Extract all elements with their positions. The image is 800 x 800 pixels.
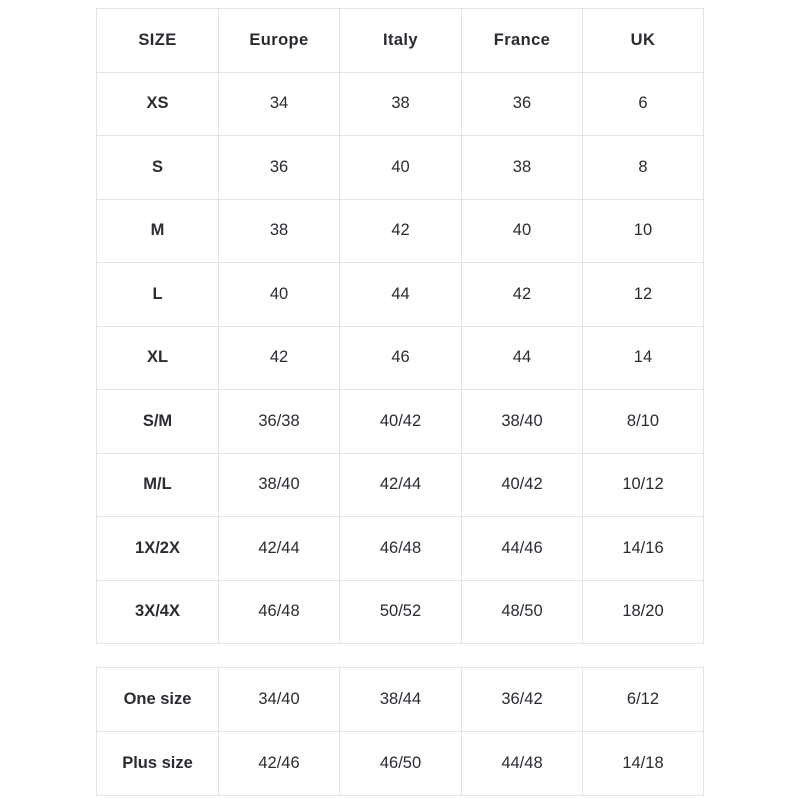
cell-france: 36/42 bbox=[462, 668, 583, 732]
cell-uk: 8 bbox=[582, 136, 703, 200]
table-row bbox=[97, 326, 704, 390]
table-row bbox=[97, 580, 704, 644]
row-label: XS bbox=[97, 72, 219, 136]
table-header-row bbox=[97, 9, 704, 73]
table-row bbox=[97, 517, 704, 581]
table-row bbox=[97, 72, 704, 136]
cell-uk: 6 bbox=[582, 72, 703, 136]
cell-uk: 12 bbox=[582, 263, 703, 327]
cell-italy: 46/50 bbox=[339, 732, 461, 796]
cell-france: 36 bbox=[462, 72, 583, 136]
row-label: One size bbox=[97, 668, 219, 732]
column-header-size: SIZE bbox=[97, 9, 219, 73]
cell-uk: 18/20 bbox=[582, 580, 703, 644]
cell-europe: 42 bbox=[219, 326, 340, 390]
cell-france: 44/46 bbox=[462, 517, 583, 581]
row-label: 3X/4X bbox=[97, 580, 219, 644]
column-header-italy: Italy bbox=[339, 9, 461, 73]
cell-france: 40/42 bbox=[462, 453, 583, 517]
row-label: S/M bbox=[97, 390, 219, 454]
table-row bbox=[97, 199, 704, 263]
cell-italy: 40/42 bbox=[339, 390, 461, 454]
table-row bbox=[97, 668, 704, 732]
cell-uk: 6/12 bbox=[582, 668, 703, 732]
cell-italy: 42/44 bbox=[339, 453, 461, 517]
row-label: S bbox=[97, 136, 219, 200]
cell-europe: 40 bbox=[219, 263, 340, 327]
cell-france: 42 bbox=[462, 263, 583, 327]
one-size-plus-size-table bbox=[96, 667, 704, 796]
cell-italy: 46 bbox=[339, 326, 461, 390]
cell-europe: 36/38 bbox=[219, 390, 340, 454]
cell-uk: 10/12 bbox=[582, 453, 703, 517]
cell-europe: 34 bbox=[219, 72, 340, 136]
size-conversion-table bbox=[96, 8, 704, 644]
cell-france: 38/40 bbox=[462, 390, 583, 454]
row-label: XL bbox=[97, 326, 219, 390]
cell-italy: 38/44 bbox=[339, 668, 461, 732]
cell-europe: 36 bbox=[219, 136, 340, 200]
cell-france: 48/50 bbox=[462, 580, 583, 644]
table-row bbox=[97, 136, 704, 200]
column-header-europe: Europe bbox=[219, 9, 340, 73]
cell-uk: 14 bbox=[582, 326, 703, 390]
row-label: M/L bbox=[97, 453, 219, 517]
cell-italy: 50/52 bbox=[339, 580, 461, 644]
cell-france: 44/48 bbox=[462, 732, 583, 796]
cell-france: 40 bbox=[462, 199, 583, 263]
cell-uk: 8/10 bbox=[582, 390, 703, 454]
column-header-france: France bbox=[462, 9, 583, 73]
cell-uk: 14/18 bbox=[582, 732, 703, 796]
cell-europe: 38 bbox=[219, 199, 340, 263]
cell-europe: 38/40 bbox=[219, 453, 340, 517]
cell-france: 38 bbox=[462, 136, 583, 200]
cell-europe: 34/40 bbox=[219, 668, 340, 732]
cell-italy: 38 bbox=[339, 72, 461, 136]
cell-uk: 14/16 bbox=[582, 517, 703, 581]
cell-italy: 44 bbox=[339, 263, 461, 327]
table-row bbox=[97, 390, 704, 454]
row-label: 1X/2X bbox=[97, 517, 219, 581]
cell-europe: 42/46 bbox=[219, 732, 340, 796]
table-row bbox=[97, 732, 704, 796]
row-label: Plus size bbox=[97, 732, 219, 796]
cell-italy: 42 bbox=[339, 199, 461, 263]
column-header-uk: UK bbox=[582, 9, 703, 73]
cell-europe: 46/48 bbox=[219, 580, 340, 644]
cell-france: 44 bbox=[462, 326, 583, 390]
table-row bbox=[97, 453, 704, 517]
cell-italy: 40 bbox=[339, 136, 461, 200]
cell-uk: 10 bbox=[582, 199, 703, 263]
table-row bbox=[97, 263, 704, 327]
cell-italy: 46/48 bbox=[339, 517, 461, 581]
row-label: L bbox=[97, 263, 219, 327]
row-label: M bbox=[97, 199, 219, 263]
cell-europe: 42/44 bbox=[219, 517, 340, 581]
